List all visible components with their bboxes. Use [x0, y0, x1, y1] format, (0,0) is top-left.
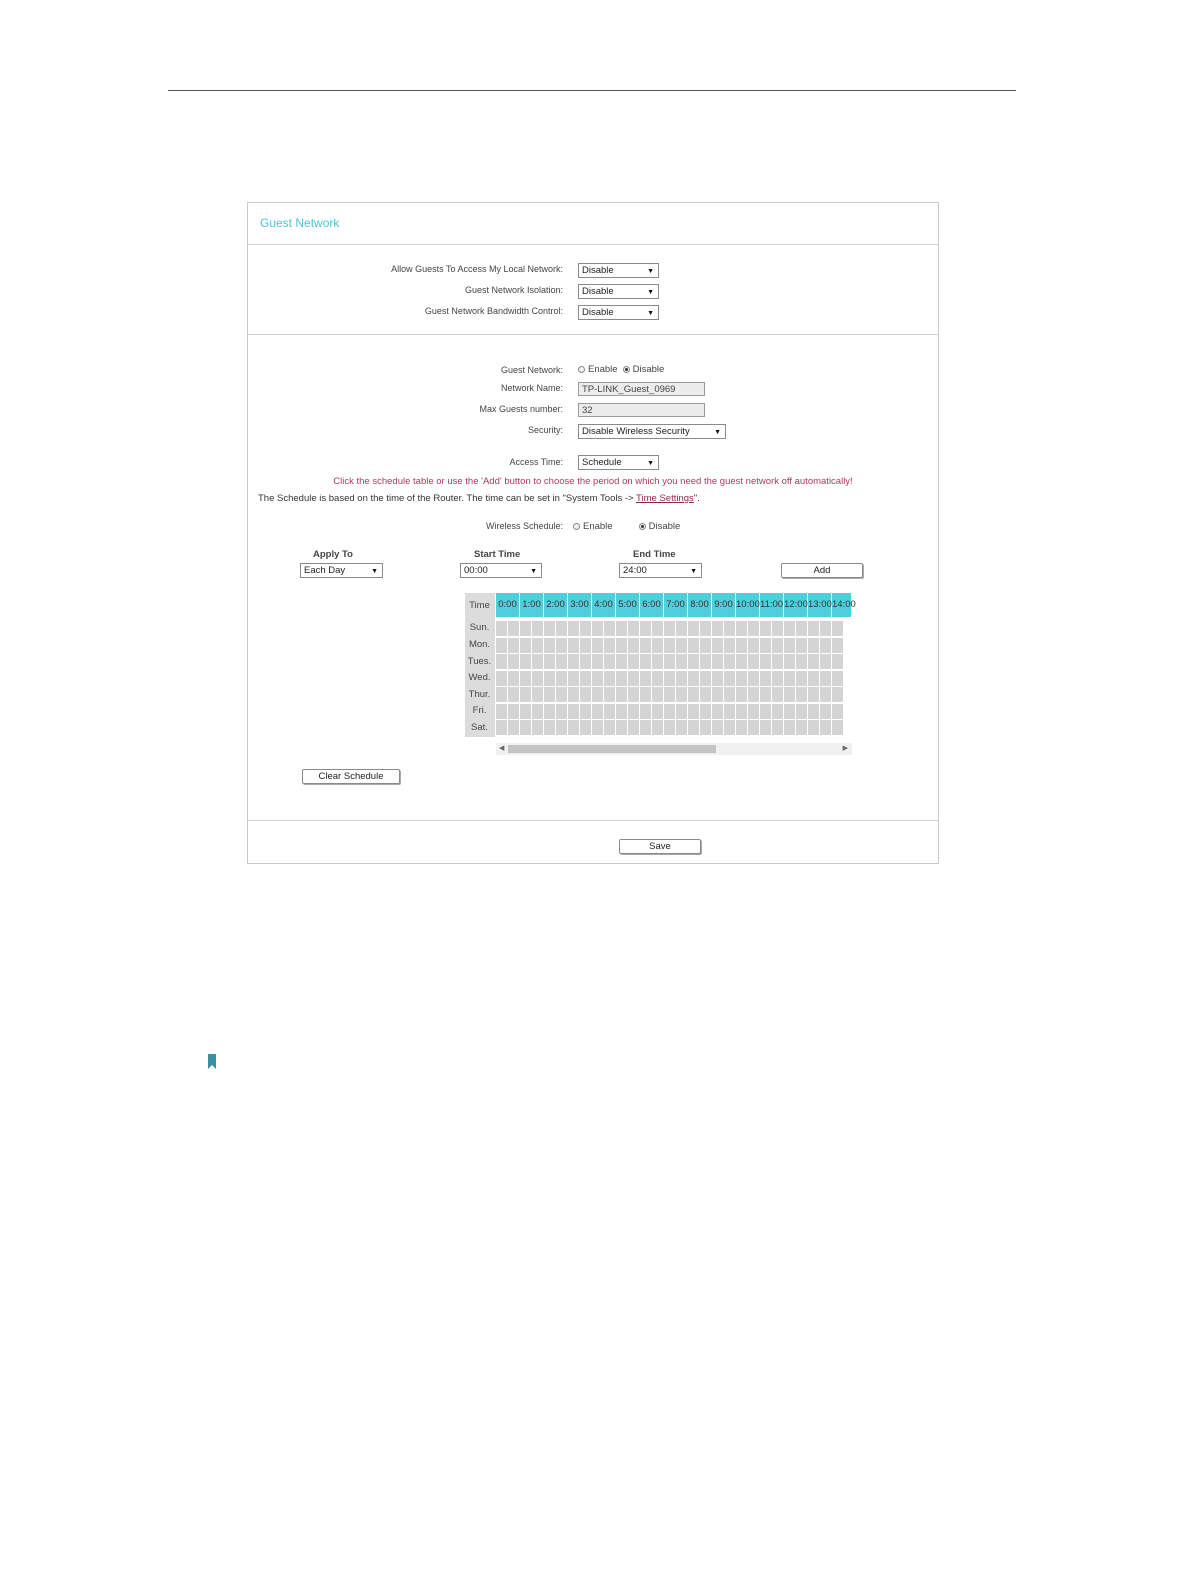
schedule-cell[interactable]	[772, 704, 783, 719]
schedule-cell[interactable]	[604, 654, 615, 669]
schedule-cell[interactable]	[760, 720, 771, 735]
security-label: Security:	[527, 425, 563, 435]
schedule-cell[interactable]	[676, 621, 687, 636]
schedule-cell[interactable]	[664, 720, 675, 735]
schedule-cell[interactable]	[640, 638, 651, 653]
schedule-cell[interactable]	[592, 638, 603, 653]
hour-header[interactable]: 10:00	[736, 593, 760, 617]
schedule-cell[interactable]	[592, 720, 603, 735]
schedule-cell[interactable]	[796, 671, 807, 686]
schedule-cell[interactable]	[592, 704, 603, 719]
schedule-cell[interactable]	[724, 638, 735, 653]
schedule-cell[interactable]	[724, 704, 735, 719]
clear-schedule-button[interactable]: Clear Schedule	[302, 769, 400, 784]
schedule-cell[interactable]	[820, 654, 831, 669]
schedule-cell[interactable]	[700, 671, 711, 686]
schedule-cell[interactable]	[676, 638, 687, 653]
schedule-cell[interactable]	[652, 720, 663, 735]
schedule-cell[interactable]	[712, 654, 723, 669]
guest-network-radios	[578, 364, 664, 375]
schedule-cell[interactable]	[736, 720, 747, 735]
schedule-cell[interactable]	[640, 720, 651, 735]
schedule-cell[interactable]	[616, 704, 627, 719]
schedule-cell[interactable]	[808, 704, 819, 719]
schedule-cell[interactable]	[496, 704, 507, 719]
schedule-cell[interactable]	[808, 720, 819, 735]
schedule-cell[interactable]	[568, 621, 579, 636]
schedule-cell[interactable]	[616, 621, 627, 636]
wireless-schedule-radios	[573, 521, 680, 532]
schedule-cell[interactable]	[520, 621, 531, 636]
schedule-cell[interactable]	[652, 704, 663, 719]
schedule-cell[interactable]	[580, 638, 591, 653]
schedule-cell[interactable]	[616, 720, 627, 735]
wireless-schedule-label: Wireless Schedule:	[485, 521, 563, 531]
schedule-cell[interactable]	[628, 704, 639, 719]
schedule-cell[interactable]	[832, 654, 843, 669]
schedule-cell[interactable]	[688, 638, 699, 653]
schedule-cell[interactable]	[724, 687, 735, 702]
schedule-cell[interactable]	[532, 671, 543, 686]
schedule-cell[interactable]	[568, 720, 579, 735]
chevron-down-icon: ▼	[647, 460, 654, 467]
schedule-cell[interactable]	[688, 654, 699, 669]
scroll-thumb[interactable]	[508, 745, 716, 753]
schedule-enable-radio[interactable]	[573, 523, 580, 530]
schedule-cell[interactable]	[544, 671, 555, 686]
schedule-cell[interactable]	[820, 671, 831, 686]
schedule-cell[interactable]	[748, 704, 759, 719]
schedule-cell[interactable]	[616, 654, 627, 669]
chevron-down-icon: ▼	[690, 568, 697, 575]
schedule-cell[interactable]	[724, 720, 735, 735]
schedule-cell[interactable]	[592, 671, 603, 686]
schedule-cell[interactable]	[580, 671, 591, 686]
day-label: Fri.	[472, 705, 487, 716]
schedule-cell[interactable]	[520, 704, 531, 719]
schedule-cell[interactable]	[640, 704, 651, 719]
end-time-select[interactable]: 24:00 ▼	[619, 563, 702, 578]
schedule-cell[interactable]	[616, 638, 627, 653]
schedule-cell[interactable]	[712, 638, 723, 653]
add-button[interactable]: Add	[781, 563, 863, 578]
schedule-cell[interactable]	[604, 687, 615, 702]
schedule-cell[interactable]	[832, 671, 843, 686]
apply-to-select[interactable]: Each Day ▼	[300, 563, 383, 578]
schedule-cell[interactable]	[544, 720, 555, 735]
schedule-cell[interactable]	[496, 638, 507, 653]
schedule-cell[interactable]	[796, 687, 807, 702]
save-button[interactable]: Save	[619, 839, 701, 854]
schedule-cell[interactable]	[700, 638, 711, 653]
day-label: Thur.	[468, 689, 491, 700]
schedule-cell[interactable]	[820, 720, 831, 735]
hour-header[interactable]: 2:00	[544, 593, 568, 617]
schedule-cell[interactable]	[700, 687, 711, 702]
schedule-cell[interactable]	[568, 654, 579, 669]
schedule-cell[interactable]	[700, 704, 711, 719]
schedule-cell[interactable]	[820, 621, 831, 636]
enable-radio[interactable]	[578, 366, 585, 373]
chevron-down-icon: ▼	[647, 268, 654, 275]
schedule-cell[interactable]	[508, 638, 519, 653]
guest-network-label: Guest Network:	[500, 365, 563, 375]
hour-header[interactable]: 13:00	[808, 593, 832, 617]
schedule-cell[interactable]	[580, 621, 591, 636]
schedule-cell[interactable]	[688, 671, 699, 686]
scroll-left-icon[interactable]: ◀	[499, 745, 505, 752]
hour-header[interactable]: 14:00	[832, 593, 852, 617]
schedule-cell[interactable]	[736, 671, 747, 686]
schedule-disable-radio[interactable]	[639, 523, 646, 530]
schedule-cell[interactable]	[688, 687, 699, 702]
isolation-select[interactable]: Disable ▼	[578, 284, 659, 299]
schedule-cell[interactable]	[676, 704, 687, 719]
schedule-cell[interactable]	[796, 654, 807, 669]
schedule-cell[interactable]	[532, 638, 543, 653]
schedule-cell[interactable]	[664, 687, 675, 702]
enable-radio-label: Enable	[588, 364, 618, 375]
schedule-cell[interactable]	[700, 654, 711, 669]
schedule-cell[interactable]	[508, 654, 519, 669]
schedule-cell[interactable]	[772, 654, 783, 669]
schedule-cell[interactable]	[604, 671, 615, 686]
schedule-cell[interactable]	[628, 654, 639, 669]
schedule-cell[interactable]	[640, 671, 651, 686]
schedule-cell[interactable]	[724, 671, 735, 686]
schedule-enable-label: Enable	[583, 521, 613, 532]
schedule-cell[interactable]	[784, 704, 795, 719]
schedule-cell[interactable]	[676, 687, 687, 702]
disable-radio-label: Disable	[632, 364, 665, 375]
schedule-cell[interactable]	[832, 638, 843, 653]
schedule-cell[interactable]	[508, 687, 519, 702]
schedule-cell[interactable]	[760, 704, 771, 719]
schedule-cell[interactable]	[520, 638, 531, 653]
schedule-cell[interactable]	[820, 704, 831, 719]
schedule-info: The Schedule is based on the time of the Router. The time can be set in "System Tools -> Time Settings".	[258, 493, 700, 504]
access-time-select[interactable]: Schedule ▼	[578, 455, 659, 470]
schedule-cell[interactable]	[568, 704, 579, 719]
schedule-cell[interactable]	[772, 621, 783, 636]
schedule-cell[interactable]	[808, 654, 819, 669]
schedule-cell[interactable]	[712, 621, 723, 636]
schedule-cell[interactable]	[796, 720, 807, 735]
hour-header[interactable]: 8:00	[688, 593, 712, 617]
max-guests-input[interactable]: 32	[578, 403, 705, 417]
schedule-cell[interactable]	[676, 654, 687, 669]
schedule-cell[interactable]	[556, 654, 567, 669]
chevron-down-icon: ▼	[371, 568, 378, 575]
bookmark-icon	[207, 1054, 217, 1069]
schedule-cell[interactable]	[556, 704, 567, 719]
schedule-cell[interactable]	[676, 720, 687, 735]
schedule-cell[interactable]	[580, 654, 591, 669]
divider	[248, 820, 938, 821]
schedule-cell[interactable]	[520, 654, 531, 669]
schedule-cell[interactable]	[652, 687, 663, 702]
schedule-cell[interactable]	[748, 638, 759, 653]
schedule-cell[interactable]	[532, 687, 543, 702]
schedule-cell[interactable]	[592, 654, 603, 669]
schedule-cell[interactable]	[652, 654, 663, 669]
schedule-cell[interactable]	[520, 687, 531, 702]
schedule-cell[interactable]	[640, 621, 651, 636]
schedule-cell[interactable]	[748, 671, 759, 686]
panel-title: Guest Network	[260, 216, 340, 230]
schedule-cell[interactable]	[832, 704, 843, 719]
schedule-cell[interactable]	[628, 671, 639, 686]
guest-network-panel	[247, 202, 939, 864]
schedule-cell[interactable]	[688, 621, 699, 636]
schedule-cell[interactable]	[832, 687, 843, 702]
security-select[interactable]: Disable Wireless Security ▼	[578, 424, 726, 439]
hour-header[interactable]: 11:00	[760, 593, 784, 617]
schedule-cell[interactable]	[664, 621, 675, 636]
schedule-cell[interactable]	[532, 621, 543, 636]
schedule-cell[interactable]	[784, 720, 795, 735]
schedule-cell[interactable]	[628, 638, 639, 653]
hour-header[interactable]: 9:00	[712, 593, 736, 617]
schedule-cell[interactable]	[832, 720, 843, 735]
day-label: Mon.	[468, 639, 491, 650]
schedule-cell[interactable]	[580, 687, 591, 702]
isolation-label: Guest Network Isolation:	[464, 285, 563, 295]
schedule-cell[interactable]	[736, 704, 747, 719]
day-label: Tues.	[467, 656, 492, 667]
day-label: Sat.	[471, 722, 488, 733]
schedule-cell[interactable]	[532, 704, 543, 719]
schedule-cell[interactable]	[760, 654, 771, 669]
schedule-cell[interactable]	[580, 704, 591, 719]
schedule-cell[interactable]	[796, 638, 807, 653]
schedule-cell[interactable]	[808, 687, 819, 702]
schedule-cell[interactable]	[508, 704, 519, 719]
schedule-cell[interactable]	[592, 687, 603, 702]
schedule-cell[interactable]	[712, 687, 723, 702]
schedule-cell[interactable]	[784, 687, 795, 702]
scroll-right-icon[interactable]: ▶	[842, 745, 848, 752]
hour-header[interactable]: 6:00	[640, 593, 664, 617]
schedule-cell[interactable]	[520, 671, 531, 686]
chevron-down-icon: ▼	[647, 310, 654, 317]
hour-header[interactable]: 12:00	[784, 593, 808, 617]
schedule-cell[interactable]	[748, 654, 759, 669]
end-time-heading: End Time	[633, 549, 676, 560]
schedule-cell[interactable]	[736, 687, 747, 702]
schedule-cell[interactable]	[688, 704, 699, 719]
time-header-label: Time	[469, 600, 490, 611]
schedule-cell[interactable]	[688, 720, 699, 735]
apply-to-heading: Apply To	[313, 549, 353, 560]
schedule-cell[interactable]	[616, 687, 627, 702]
schedule-cell[interactable]	[820, 687, 831, 702]
schedule-cell[interactable]	[796, 704, 807, 719]
hour-header[interactable]: 4:00	[592, 593, 616, 617]
schedule-cell[interactable]	[664, 654, 675, 669]
schedule-cell[interactable]	[772, 671, 783, 686]
hour-header[interactable]: 5:00	[616, 593, 640, 617]
schedule-cell[interactable]	[568, 671, 579, 686]
schedule-cell[interactable]	[508, 720, 519, 735]
schedule-cell[interactable]	[628, 687, 639, 702]
schedule-cell[interactable]	[796, 621, 807, 636]
schedule-cell[interactable]	[544, 687, 555, 702]
schedule-cell[interactable]	[568, 687, 579, 702]
disable-radio[interactable]	[623, 366, 630, 373]
schedule-disable-label: Disable	[648, 521, 681, 532]
schedule-cell[interactable]	[628, 720, 639, 735]
schedule-cell[interactable]	[496, 654, 507, 669]
schedule-cell[interactable]	[736, 621, 747, 636]
schedule-cell[interactable]	[652, 638, 663, 653]
schedule-cell[interactable]	[496, 621, 507, 636]
schedule-cell[interactable]	[496, 687, 507, 702]
schedule-cell[interactable]	[748, 687, 759, 702]
schedule-cell[interactable]	[712, 671, 723, 686]
allow-local-select[interactable]: Disable ▼	[578, 263, 659, 278]
schedule-cell[interactable]	[772, 687, 783, 702]
schedule-cell[interactable]	[640, 654, 651, 669]
chevron-down-icon: ▼	[714, 429, 721, 436]
access-time-label: Access Time:	[509, 457, 563, 467]
schedule-cell[interactable]	[556, 687, 567, 702]
schedule-cell[interactable]	[700, 720, 711, 735]
schedule-cell[interactable]	[784, 671, 795, 686]
hour-header[interactable]: 3:00	[568, 593, 592, 617]
schedule-cell[interactable]	[832, 621, 843, 636]
schedule-cell[interactable]	[736, 654, 747, 669]
divider	[248, 334, 938, 335]
schedule-cell[interactable]	[808, 671, 819, 686]
schedule-cell[interactable]	[568, 638, 579, 653]
schedule-cell[interactable]	[724, 654, 735, 669]
start-time-select[interactable]: 00:00 ▼	[460, 563, 542, 578]
schedule-cell[interactable]	[664, 638, 675, 653]
schedule-cell[interactable]	[820, 638, 831, 653]
schedule-cell[interactable]	[676, 671, 687, 686]
schedule-cell[interactable]	[808, 638, 819, 653]
schedule-cell[interactable]	[712, 704, 723, 719]
schedule-cell[interactable]	[760, 687, 771, 702]
page-top-rule	[168, 90, 1016, 91]
schedule-cell[interactable]	[556, 720, 567, 735]
schedule-cell[interactable]	[628, 621, 639, 636]
network-name-input[interactable]: TP-LINK_Guest_0969	[578, 382, 705, 396]
max-guests-label: Max Guests number:	[479, 404, 563, 414]
schedule-cell[interactable]	[604, 621, 615, 636]
schedule-cell[interactable]	[784, 638, 795, 653]
schedule-cell[interactable]	[760, 671, 771, 686]
schedule-cell[interactable]	[556, 621, 567, 636]
schedule-cell[interactable]	[532, 720, 543, 735]
allow-local-label: Allow Guests To Access My Local Network:	[391, 264, 563, 274]
schedule-cell[interactable]	[556, 671, 567, 686]
divider	[248, 244, 938, 245]
schedule-cell[interactable]	[580, 720, 591, 735]
schedule-cell[interactable]	[616, 671, 627, 686]
schedule-cell[interactable]	[760, 638, 771, 653]
schedule-cell[interactable]	[652, 621, 663, 636]
schedule-cell[interactable]	[808, 621, 819, 636]
schedule-instruction: Click the schedule table or use the 'Add' button to choose the period on which you need the guest network off automatically!	[333, 476, 853, 487]
schedule-cell[interactable]	[772, 720, 783, 735]
hour-header[interactable]: 1:00	[520, 593, 544, 617]
schedule-cell[interactable]	[604, 720, 615, 735]
schedule-cell[interactable]	[772, 638, 783, 653]
schedule-cell[interactable]	[604, 638, 615, 653]
schedule-cell[interactable]	[700, 621, 711, 636]
schedule-cell[interactable]	[784, 621, 795, 636]
schedule-cell[interactable]	[724, 621, 735, 636]
schedule-cell[interactable]	[544, 654, 555, 669]
schedule-cell[interactable]	[736, 638, 747, 653]
network-name-label: Network Name:	[500, 383, 563, 393]
day-label: Sun.	[469, 622, 490, 633]
schedule-cell[interactable]	[784, 654, 795, 669]
schedule-cell[interactable]	[544, 704, 555, 719]
schedule-cell[interactable]	[712, 720, 723, 735]
schedule-cell[interactable]	[640, 687, 651, 702]
schedule-cell[interactable]	[748, 720, 759, 735]
schedule-cell[interactable]	[556, 638, 567, 653]
schedule-cell[interactable]	[592, 621, 603, 636]
time-settings-link[interactable]: Time Settings	[636, 493, 694, 504]
day-label: Wed.	[468, 672, 491, 683]
hour-header[interactable]: 7:00	[664, 593, 688, 617]
chevron-down-icon: ▼	[647, 289, 654, 296]
schedule-cell[interactable]	[508, 621, 519, 636]
schedule-cell[interactable]	[496, 720, 507, 735]
schedule-cell[interactable]	[604, 704, 615, 719]
schedule-cell[interactable]	[664, 704, 675, 719]
schedule-cell[interactable]	[532, 654, 543, 669]
schedule-cell[interactable]	[652, 671, 663, 686]
schedule-cell[interactable]	[508, 671, 519, 686]
schedule-cell[interactable]	[748, 621, 759, 636]
hour-header[interactable]: 0:00	[496, 593, 520, 617]
schedule-cell[interactable]	[496, 671, 507, 686]
schedule-cell[interactable]	[544, 638, 555, 653]
schedule-cell[interactable]	[760, 621, 771, 636]
schedule-cell[interactable]	[544, 621, 555, 636]
schedule-scrollbar[interactable]	[496, 743, 852, 755]
chevron-down-icon: ▼	[530, 568, 537, 575]
schedule-cell[interactable]	[520, 720, 531, 735]
schedule-cell[interactable]	[664, 671, 675, 686]
bandwidth-select[interactable]: Disable ▼	[578, 305, 659, 320]
bandwidth-label: Guest Network Bandwidth Control:	[424, 306, 563, 316]
schedule-table	[465, 593, 855, 755]
start-time-heading: Start Time	[474, 549, 521, 560]
